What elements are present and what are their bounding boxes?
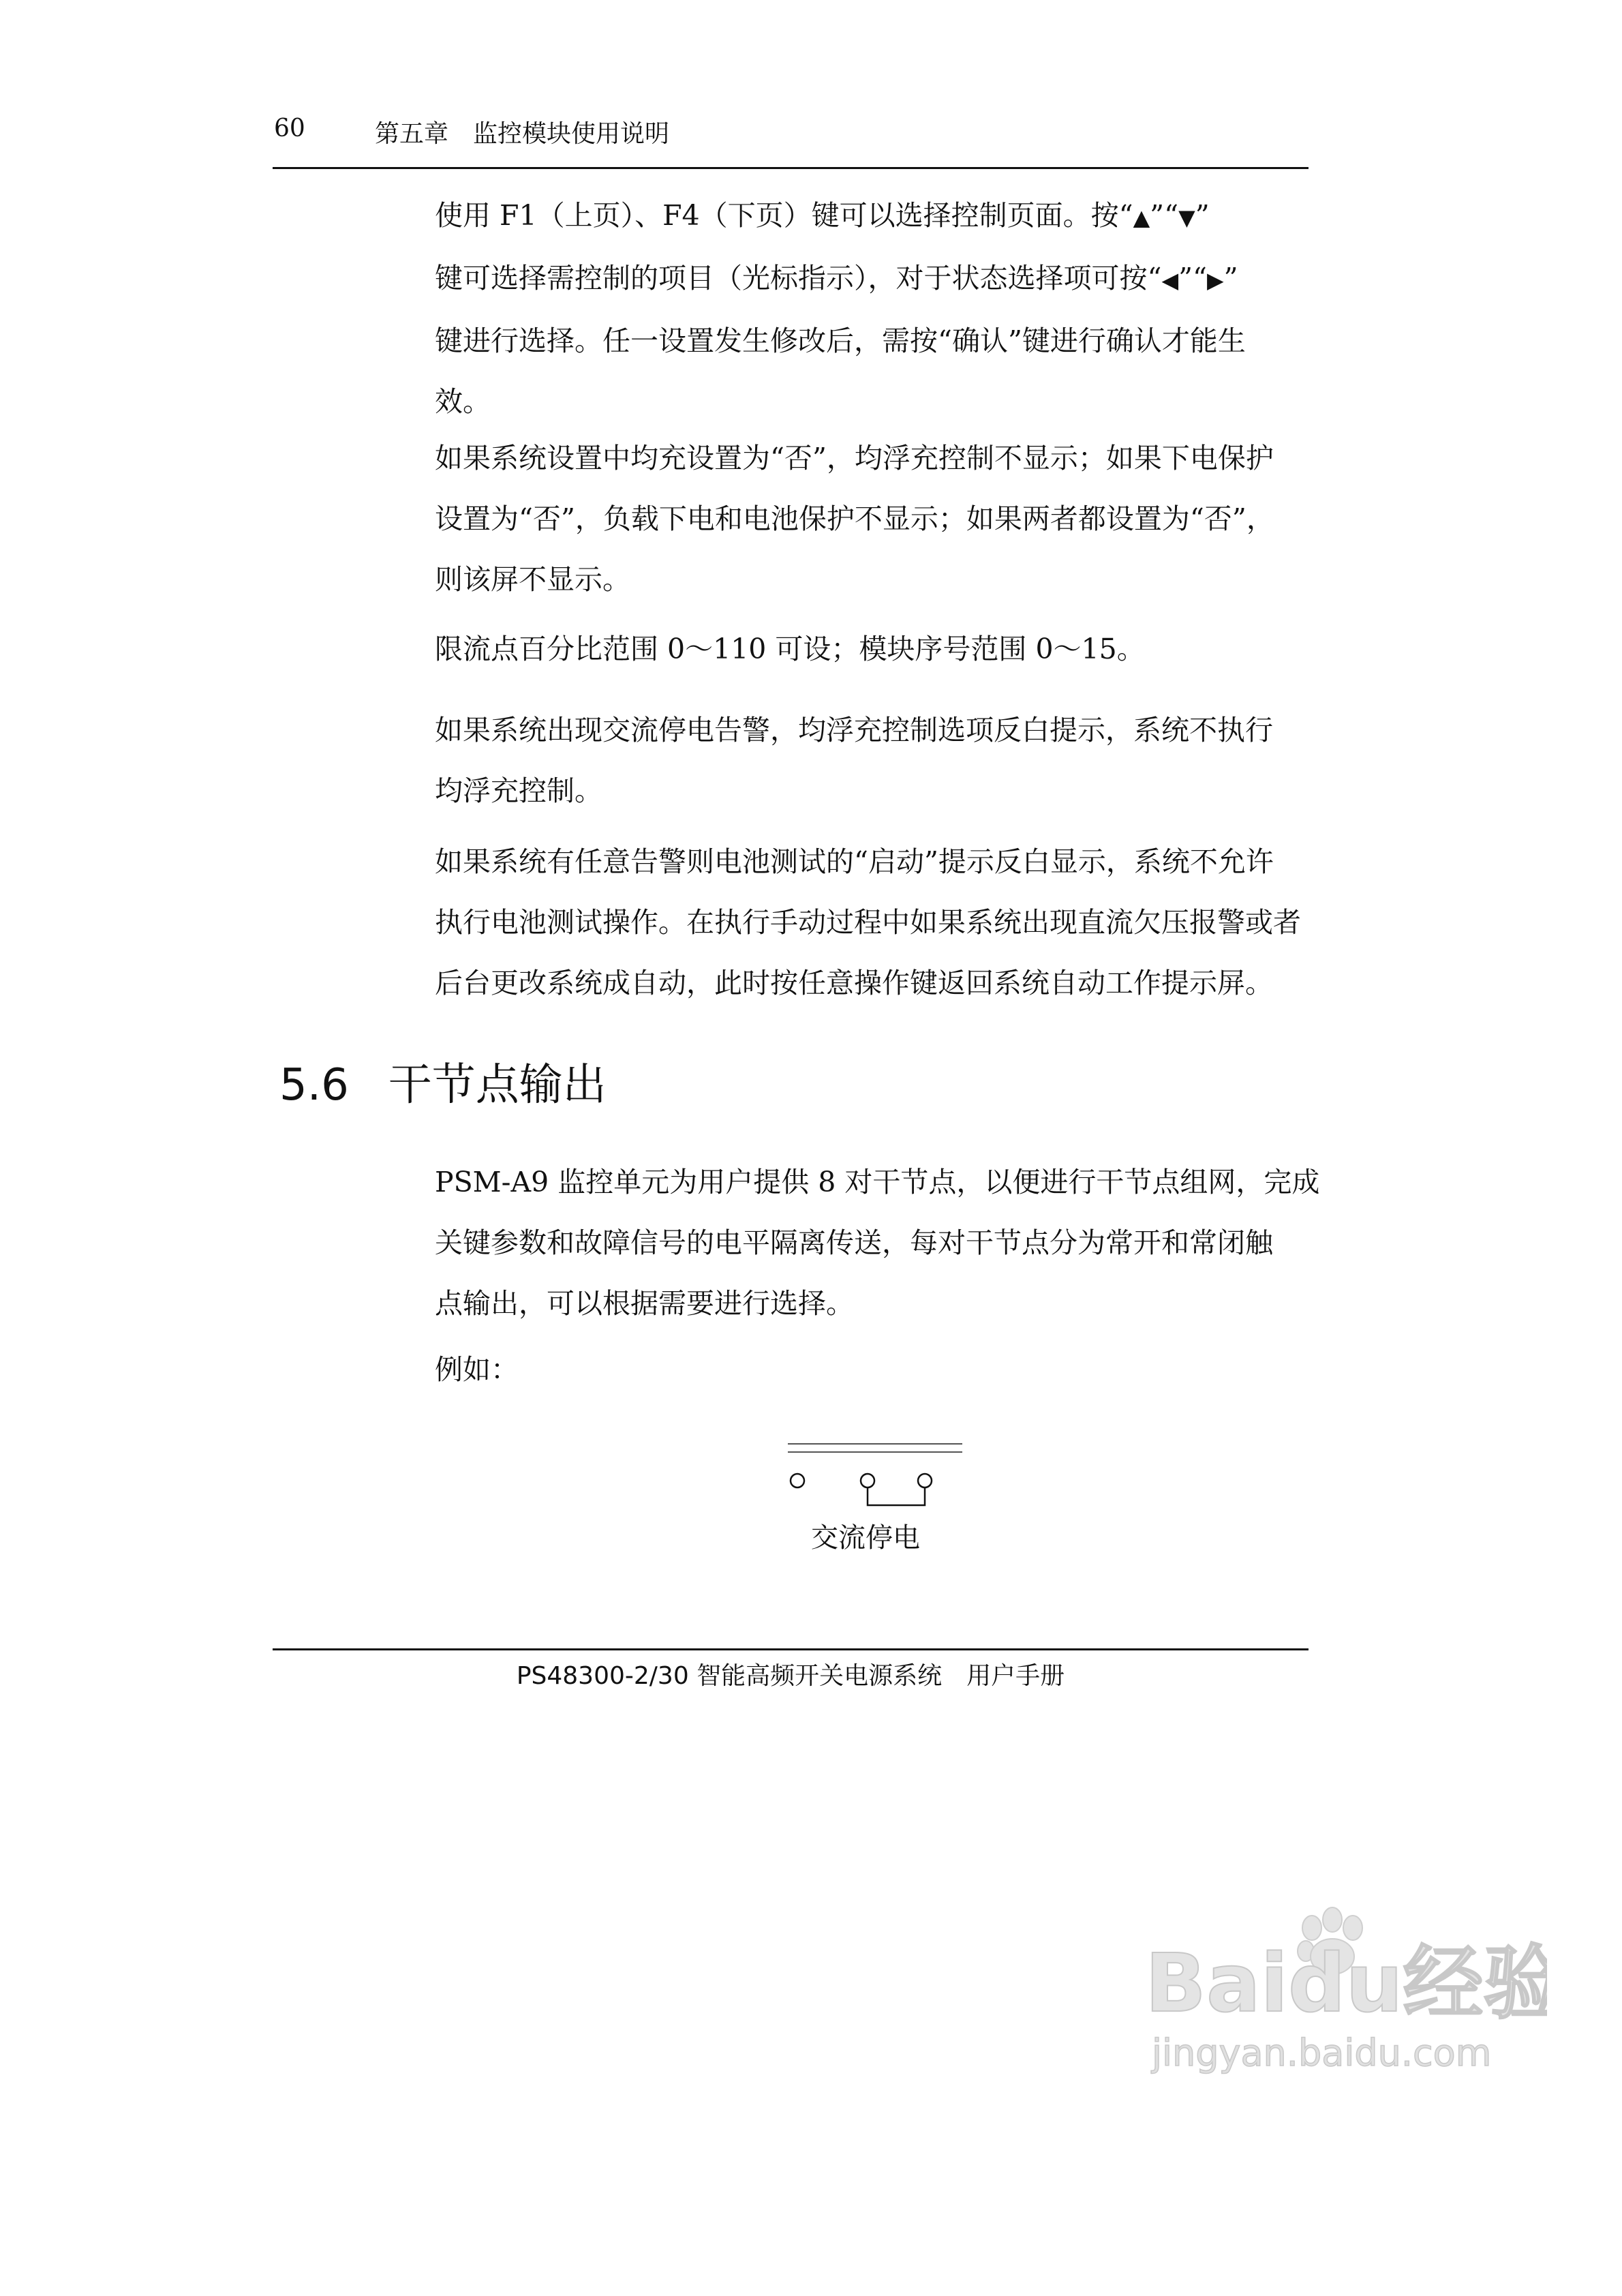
- contact-bridge: [868, 1487, 925, 1505]
- page-header: [273, 115, 1309, 155]
- text-line: 后台更改系统成自动，此时按任意操作键返回系统自动工作提示屏。: [435, 967, 1273, 999]
- baidu-watermark: [1138, 1902, 1547, 2079]
- text-line: PSM-A9 监控单元为用户提供 8 对干节点，以便进行干节点组网，完成: [435, 1166, 1320, 1198]
- section-number: 5.6: [279, 1060, 349, 1111]
- paragraph-display-rules: [435, 428, 1307, 610]
- text-line: 设置为“否”，负载下电和电池保护不显示；如果两者都设置为“否”，: [435, 502, 1274, 535]
- right-arrow-icon: ▶: [1207, 267, 1224, 293]
- dry-contact-diagram: [777, 1432, 981, 1568]
- contact-terminal-icon: [861, 1474, 874, 1487]
- paragraph-navigation-keys: [435, 185, 1307, 432]
- chapter-title: 第五章 监控模块使用说明: [375, 120, 670, 148]
- text-line: 键进行选择。任一设置发生修改后，需按“确认”键进行确认才能生: [435, 324, 1246, 357]
- text-line: 使用 F1（上页）、F4（下页）键可以选择控制页面。按“▲”“▼”: [435, 199, 1210, 232]
- paragraph-ac-failure: [435, 700, 1307, 821]
- left-arrow-icon: ◀: [1161, 267, 1179, 293]
- text-line: 如果系统设置中均充设置为“否”，均浮充控制不显示；如果下电保护: [435, 442, 1274, 474]
- text-line: 则该屏不显示。: [435, 563, 630, 596]
- text-line: 如果系统有任意告警则电池测试的“启动”提示反白显示，系统不允许: [435, 845, 1274, 878]
- text-line: 键可选择需控制的项目（光标指示），对于状态选择项可按“◀”“▶”: [435, 262, 1238, 294]
- text-line: 例如：: [435, 1353, 519, 1386]
- text-line: 关键参数和故障信号的电平隔离传送，每对干节点分为常开和常闭触: [435, 1226, 1273, 1259]
- paragraph-example: [435, 1340, 1307, 1400]
- contact-terminal-icon: [918, 1474, 932, 1487]
- diagram-label: 交流停电: [811, 1522, 920, 1554]
- section-title: 干节点输出: [388, 1060, 607, 1111]
- text-line: 执行电池测试操作。在执行手动过程中如果系统出现直流欠压报警或者: [435, 906, 1301, 939]
- svg-text:jingyan.baidu.com: jingyan.baidu.com: [1152, 2031, 1492, 2074]
- paragraph-battery-test: [435, 832, 1307, 1014]
- down-arrow-icon: ▼: [1178, 205, 1195, 230]
- baidu-logo-icon: [1138, 1902, 1547, 2079]
- text-line: 限流点百分比范围 0～110 可设；模块序号范围 0～15。: [435, 633, 1145, 665]
- page-number: 60: [274, 115, 305, 142]
- footer-rule: [273, 1648, 1309, 1650]
- page-footer: PS48300-2/30 智能高频开关电源系统 用户手册: [516, 1662, 1065, 1690]
- contact-terminal-icon: [791, 1474, 804, 1487]
- section-heading: [279, 1050, 607, 1113]
- header-rule: [273, 167, 1309, 169]
- text-line: 效。: [435, 385, 491, 418]
- paragraph-dry-contacts: [435, 1152, 1320, 1334]
- text-line: 如果系统出现交流停电告警，均浮充控制选项反白提示，系统不执行: [435, 714, 1273, 746]
- text-line: 点输出，可以根据需要进行选择。: [435, 1287, 854, 1320]
- up-arrow-icon: ▲: [1133, 205, 1150, 230]
- text-line: 均浮充控制。: [435, 774, 602, 807]
- svg-text:Baidu经验: Baidu经验: [1145, 1936, 1547, 2030]
- paragraph-ranges: [435, 619, 1307, 680]
- contact-symbol: [777, 1432, 981, 1513]
